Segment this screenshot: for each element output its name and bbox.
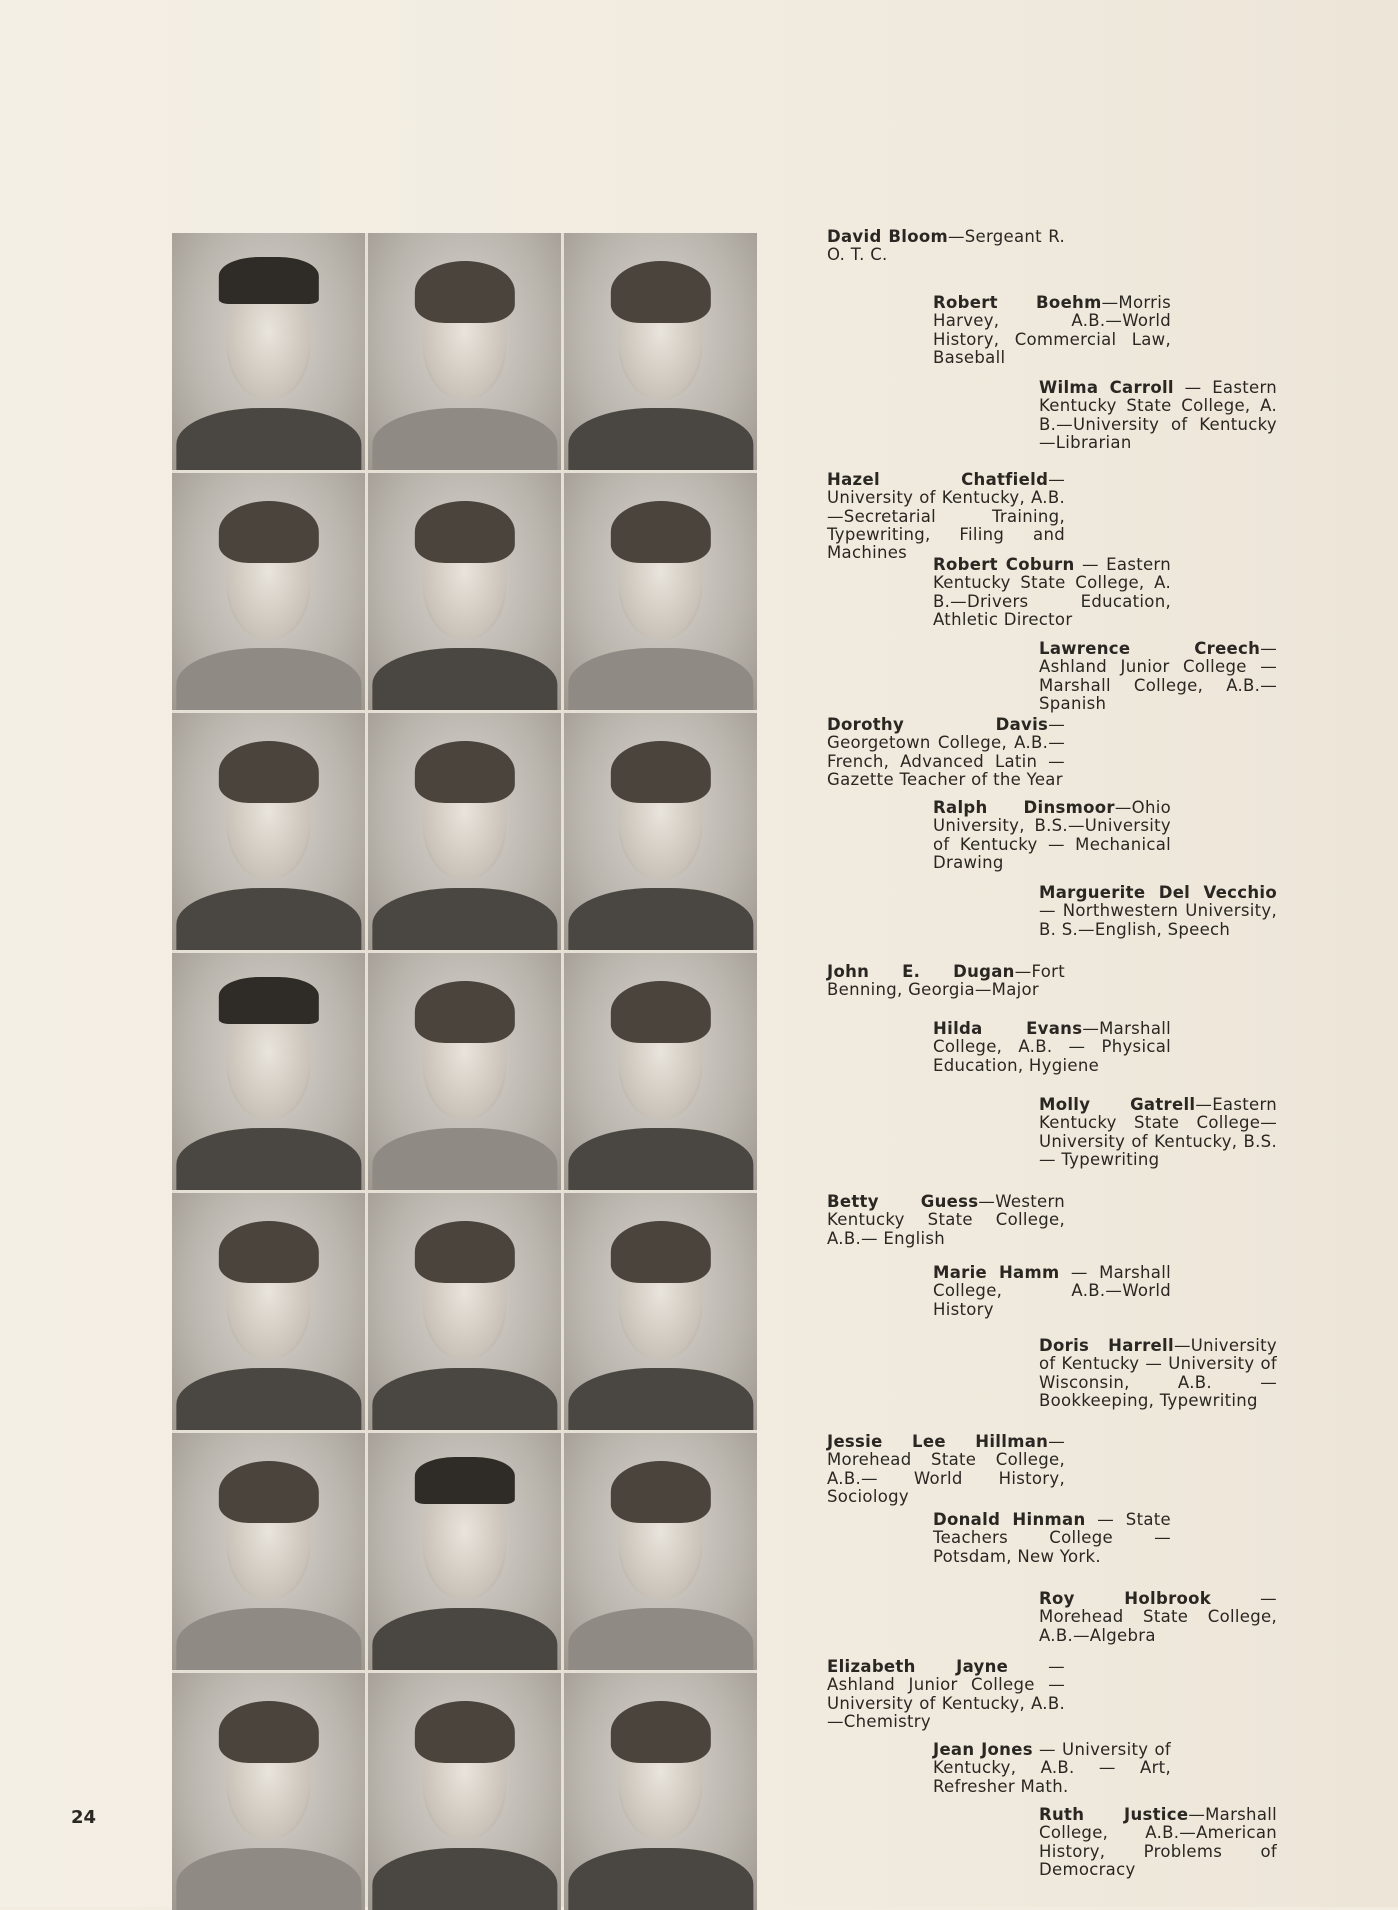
faculty-entry [933, 1264, 1171, 1319]
faculty-entry [827, 1193, 1065, 1248]
faculty-entry [827, 1658, 1065, 1731]
faculty-entry [1039, 1590, 1277, 1645]
faculty-details: —Sergeant R. O. T. C. [827, 227, 1065, 265]
faculty-portrait [172, 233, 365, 470]
faculty-portrait [564, 233, 757, 470]
faculty-details: — Eastern Kentucky State College, A. B.—Drivers Education, Athletic Director [933, 555, 1171, 629]
faculty-portrait [172, 953, 365, 1190]
faculty-name: Hilda Evans [933, 1019, 1083, 1038]
faculty-name: Marie Hamm [933, 1263, 1060, 1282]
faculty-portrait [564, 473, 757, 710]
faculty-portrait [172, 473, 365, 710]
faculty-entry [827, 716, 1065, 789]
faculty-portrait [564, 953, 757, 1190]
faculty-details: —University of Kentucky — University of Wisconsin, A.B. — Bookkeeping, Typewriting [1039, 1336, 1277, 1410]
faculty-name: Dorothy Davis [827, 715, 1049, 734]
faculty-portrait [564, 1673, 757, 1910]
faculty-name: Elizabeth Jayne [827, 1657, 1009, 1676]
faculty-portrait [564, 713, 757, 950]
faculty-details: — Northwestern University, B. S.—English, Speech [1039, 901, 1277, 939]
faculty-entry [933, 294, 1171, 367]
faculty-entry [827, 228, 1065, 265]
faculty-details: —Western Kentucky State College, A.B.— English [827, 1192, 1065, 1248]
faculty-entry [933, 799, 1171, 872]
faculty-details: —Fort Benning, Georgia—Major [827, 962, 1065, 1000]
faculty-details: — Ashland Junior College — University of Kentucky, A.B.—Chemistry [827, 1657, 1065, 1731]
faculty-portrait [172, 713, 365, 950]
faculty-details: — Marshall College, A.B.—World History [933, 1263, 1171, 1319]
faculty-name: Roy Holbrook [1039, 1589, 1212, 1608]
faculty-entry [827, 963, 1065, 1000]
faculty-entry [933, 1020, 1171, 1075]
faculty-portrait [368, 473, 561, 710]
faculty-details: —Morehead State College, A.B.— World History, Sociology [827, 1432, 1065, 1506]
faculty-portrait [368, 1433, 561, 1670]
faculty-portrait [564, 1433, 757, 1670]
faculty-details: —Ohio University, B.S.—University of Kentucky — Mechanical Drawing [933, 798, 1171, 872]
faculty-details: —Morris Harvey, A.B.—World History, Commercial Law, Baseball [933, 293, 1171, 367]
faculty-name: Wilma Carroll [1039, 378, 1174, 397]
faculty-name: Ralph Dinsmoor [933, 798, 1115, 817]
faculty-entry [827, 1433, 1065, 1506]
faculty-name: Hazel Chatfield [827, 470, 1049, 489]
faculty-portrait [564, 1193, 757, 1430]
faculty-name: Jessie Lee Hillman [827, 1432, 1049, 1451]
faculty-name: Marguerite Del Vecchio [1039, 883, 1277, 902]
faculty-name: Robert Coburn [933, 555, 1075, 574]
faculty-name: David Bloom [827, 227, 948, 246]
faculty-entry [933, 1741, 1171, 1796]
faculty-entry [1039, 379, 1277, 452]
faculty-details: — University of Kentucky, A.B. — Art, Refresher Math. [933, 1740, 1171, 1796]
faculty-name: John E. Dugan [827, 962, 1015, 981]
faculty-entry [933, 556, 1171, 629]
faculty-details: —Ashland Junior College — Marshall College, A.B.—Spanish [1039, 639, 1277, 713]
faculty-name: Robert Boehm [933, 293, 1102, 312]
faculty-entry [1039, 1806, 1277, 1879]
faculty-name: Jean Jones [933, 1740, 1033, 1759]
faculty-portrait [368, 713, 561, 950]
faculty-entry [1039, 1337, 1277, 1410]
faculty-portrait [368, 1673, 561, 1910]
faculty-name: Betty Guess [827, 1192, 979, 1211]
faculty-details: — Morehead State College, A.B.—Algebra [1039, 1589, 1277, 1645]
faculty-portrait [172, 1433, 365, 1670]
faculty-entry [1039, 1096, 1277, 1169]
page-number: 24 [71, 1807, 97, 1828]
faculty-name: Doris Harrell [1039, 1336, 1174, 1355]
faculty-entry [933, 1511, 1171, 1566]
faculty-details: —Marshall College, A.B. — Physical Education, Hygiene [933, 1019, 1171, 1075]
faculty-details: —Eastern Kentucky State College—University of Kentucky, B.S. — Typewriting [1039, 1095, 1277, 1169]
faculty-portrait [368, 953, 561, 1190]
faculty-name: Donald Hinman [933, 1510, 1086, 1529]
faculty-details: — State Teachers College — Potsdam, New York. [933, 1510, 1171, 1566]
faculty-photo-grid [172, 233, 757, 1907]
faculty-portrait [368, 233, 561, 470]
faculty-entry [1039, 640, 1277, 713]
faculty-name: Lawrence Creech [1039, 639, 1261, 658]
faculty-portrait [172, 1193, 365, 1430]
faculty-details: —Marshall College, A.B.—American History, Problems of Democracy [1039, 1805, 1277, 1879]
faculty-portrait [172, 1673, 365, 1910]
faculty-details: — Eastern Kentucky State College, A. B.—University of Kentucky —Librarian [1039, 378, 1277, 452]
faculty-name: Ruth Justice [1039, 1805, 1189, 1824]
faculty-portrait [368, 1193, 561, 1430]
faculty-entry [827, 471, 1065, 562]
faculty-entry [1039, 884, 1277, 939]
faculty-details: —Georgetown College, A.B.—French, Advanced Latin — Gazette Teacher of the Year [827, 715, 1065, 789]
faculty-name: Molly Gatrell [1039, 1095, 1196, 1114]
faculty-details: —University of Kentucky, A.B.—Secretarial Training, Typewriting, Filing and Machines [827, 470, 1065, 563]
